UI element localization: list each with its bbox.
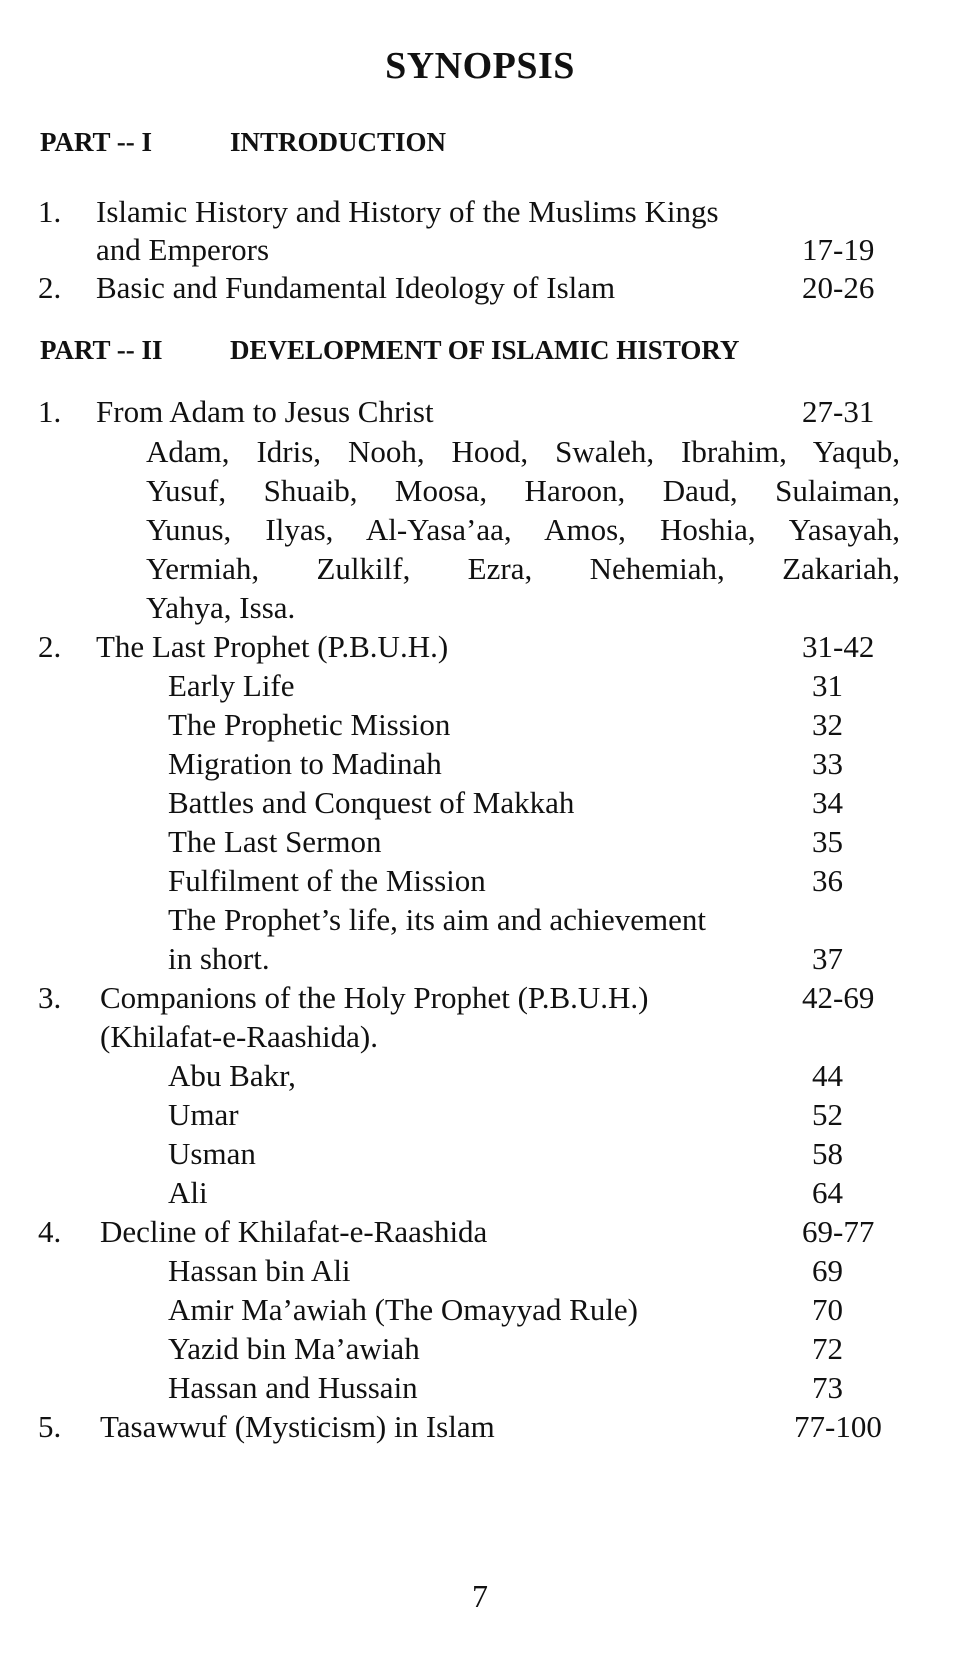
entry-pages: 42-69 [802,980,875,1015]
prophets-line: Yermiah, Zulkilf, Ezra, Nehemiah, Zakariah, [146,551,900,586]
toc-entry [0,627,960,667]
toc-subentry [0,1368,960,1408]
toc-subentry [0,1251,960,1291]
toc-entry [0,1212,960,1252]
subentry-title-cont: in short. [168,941,270,976]
entry-pages: 17-19 [802,232,875,267]
part-2-heading [40,330,739,370]
toc-entry-cont [0,1017,960,1057]
toc-entry [0,192,960,232]
entry-title: Decline of Khilafat-e-Raashida [100,1214,488,1249]
subentry-title: Abu Bakr, [168,1058,296,1093]
toc-subentry [0,666,960,706]
subentry-page: 70 [812,1292,843,1327]
subentry-title: Yazid bin Ma’awiah [168,1331,420,1366]
toc-subentry [0,1134,960,1174]
page-number: 7 [472,1578,488,1614]
prophets-line: Yunus, Ilyas, Al-Yasa’aa, Amos, Hoshia, Yasayah, [146,512,900,547]
part-1-heading [40,122,446,162]
subentry-page: 73 [812,1370,843,1405]
entry-pages: 20-26 [802,270,875,305]
page-title: SYNOPSIS [385,45,575,87]
entry-title: Tasawwuf (Mysticism) in Islam [100,1409,495,1444]
prophets-line: Yusuf, Shuaib, Moosa, Haroon, Daud, Sulaiman, [146,473,900,508]
subentry-title: Migration to Madinah [168,746,442,781]
subentry-title: Amir Ma’awiah (The Omayyad Rule) [168,1292,639,1327]
toc-subentry [0,1056,960,1096]
subentry-page: 35 [812,824,843,859]
toc-subentry [0,783,960,823]
subentry-title: The Prophet’s life, its aim and achievement [168,902,707,937]
subentry-page: 44 [812,1058,843,1093]
subentry-title: The Last Sermon [168,824,382,859]
subentry-page: 31 [812,668,843,703]
entry-number: 1. [38,194,62,229]
subentry-title: Umar [168,1097,239,1132]
toc-subentry [0,1290,960,1330]
subentry-title: Hassan and Hussain [168,1370,418,1405]
toc-subentry [0,822,960,862]
entry-number: 4. [38,1214,62,1249]
entry-pages: 77-100 [794,1409,882,1444]
entry-title-cont: (Khilafat-e-Raashida). [100,1019,379,1054]
toc-entry [0,1407,960,1447]
subentry-title: Early Life [168,668,295,703]
part-title: INTRODUCTION [230,127,447,157]
subentry-title: Fulfilment of the Mission [168,863,486,898]
entry-pages: 31-42 [802,629,875,664]
entry-pages: 27-31 [802,394,875,429]
toc-subentry [0,1329,960,1369]
toc-entry [0,268,960,308]
entry-title: From Adam to Jesus Christ [96,394,434,429]
subentry-title: Usman [168,1136,256,1171]
subentry-title: The Prophetic Mission [168,707,451,742]
entry-number: 2. [38,629,62,664]
toc-entry [0,392,960,432]
part-label: PART -- I [40,127,153,157]
entry-title: Companions of the Holy Prophet (P.B.U.H.) [100,980,649,1015]
toc-subentry [0,861,960,901]
part-title: DEVELOPMENT OF ISLAMIC HISTORY [230,335,740,365]
toc-subentry [0,1173,960,1213]
part-label: PART -- II [40,335,163,365]
subentry-page: 58 [812,1136,843,1171]
subentry-page: 33 [812,746,843,781]
subentry-page: 64 [812,1175,843,1210]
entry-number: 3. [38,980,62,1015]
prophets-line: Adam, Idris, Nooh, Hood, Swaleh, Ibrahim, Yaqub, [146,434,900,469]
subentry-page: 72 [812,1331,843,1366]
toc-entry-cont [0,230,960,270]
toc-entry [0,978,960,1018]
entry-title: Islamic History and History of the Muslims Kings [96,194,719,229]
entry-title: Basic and Fundamental Ideology of Islam [96,270,616,305]
entry-number: 2. [38,270,62,305]
subentry-page: 36 [812,863,843,898]
subentry-page: 37 [812,941,843,976]
entry-pages: 69-77 [802,1214,875,1249]
prophets-line-last [0,588,960,628]
subentry-title: Ali [168,1175,208,1210]
entry-title-cont: and Emperors [96,232,270,267]
subentry-title: Battles and Conquest of Makkah [168,785,575,820]
toc-subentry [0,900,960,940]
subentry-page: 32 [812,707,843,742]
subentry-page: 34 [812,785,843,820]
toc-subentry [0,744,960,784]
toc-subentry [0,705,960,745]
entry-number: 5. [38,1409,62,1444]
prophets-text: Yahya, Issa. [146,590,296,625]
subentry-page: 52 [812,1097,843,1132]
toc-subentry [0,1095,960,1135]
subentry-page: 69 [812,1253,843,1288]
entry-number: 1. [38,394,62,429]
entry-title: The Last Prophet (P.B.U.H.) [96,629,449,664]
toc-subentry-cont [0,939,960,979]
subentry-title: Hassan bin Ali [168,1253,351,1288]
